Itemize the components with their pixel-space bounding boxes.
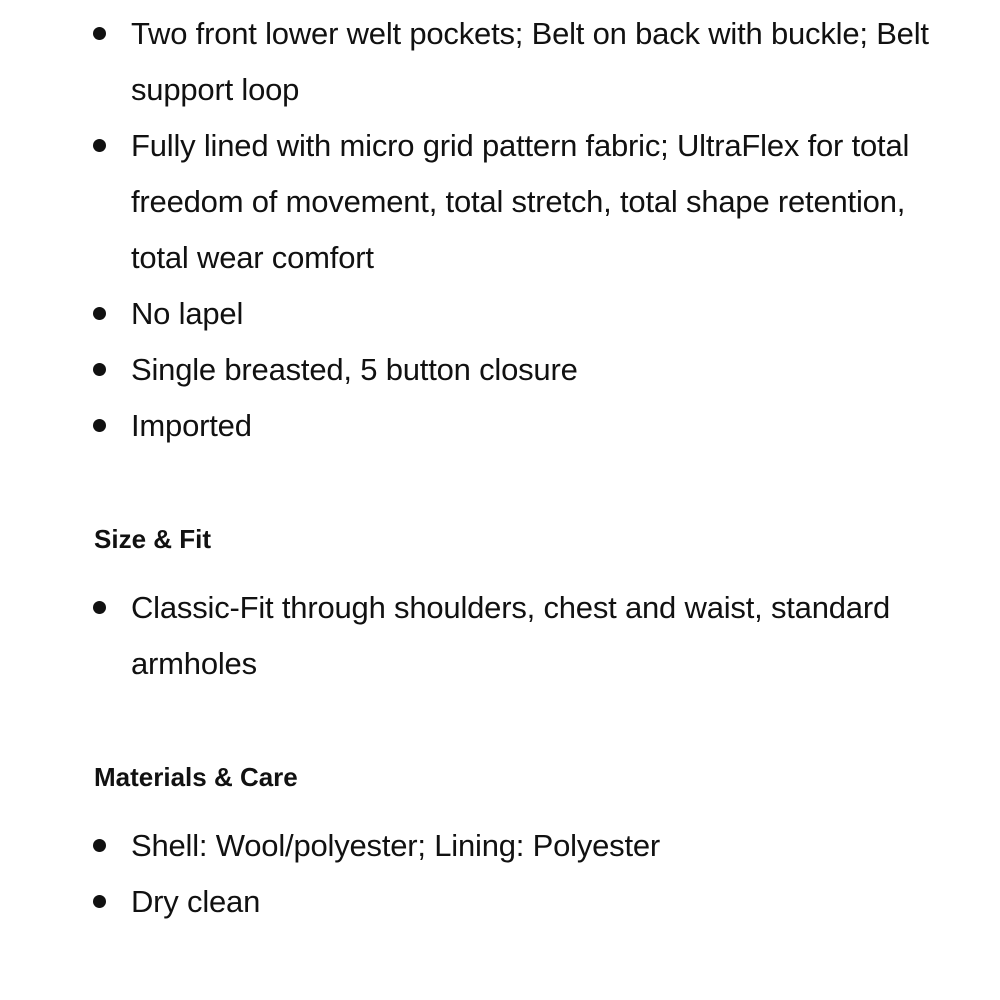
bullet-icon: [93, 601, 106, 614]
list-item: [0, 398, 1000, 454]
list-item: [0, 342, 1000, 398]
list-item-text: Classic-Fit through shoulders, chest and waist, standard armholes: [131, 590, 891, 681]
list-item-text: Dry clean: [131, 884, 261, 919]
size-fit-heading: Size & Fit: [94, 524, 212, 554]
bullet-icon: [93, 419, 106, 432]
bullet-icon: [93, 363, 106, 376]
list-item-text: Single breasted, 5 button closure: [131, 352, 578, 387]
list-item: [0, 874, 1000, 930]
list-item-text: Two front lower welt pockets; Belt on back with buckle; Belt support loop: [131, 16, 929, 107]
materials-care-list: [0, 818, 1000, 930]
list-item: [0, 286, 1000, 342]
list-item: [0, 118, 1000, 286]
bullet-icon: [93, 307, 106, 320]
list-item: [0, 6, 1000, 118]
list-item-text: Shell: Wool/polyester; Lining: Polyester: [131, 828, 661, 863]
bullet-icon: [93, 895, 106, 908]
list-item-text: No lapel: [131, 296, 244, 331]
list-item: [0, 818, 1000, 874]
bullet-icon: [93, 139, 106, 152]
list-item-text: Fully lined with micro grid pattern fabric; UltraFlex for total freedom of movement, total stretch, total shape retention, total wear comfort: [131, 128, 910, 275]
features-list: [0, 6, 1000, 454]
materials-care-heading: Materials & Care: [94, 762, 298, 792]
size-fit-list: [0, 580, 1000, 692]
list-item-text: Imported: [131, 408, 252, 443]
bullet-icon: [93, 839, 106, 852]
list-item: [0, 580, 1000, 692]
bullet-icon: [93, 27, 106, 40]
